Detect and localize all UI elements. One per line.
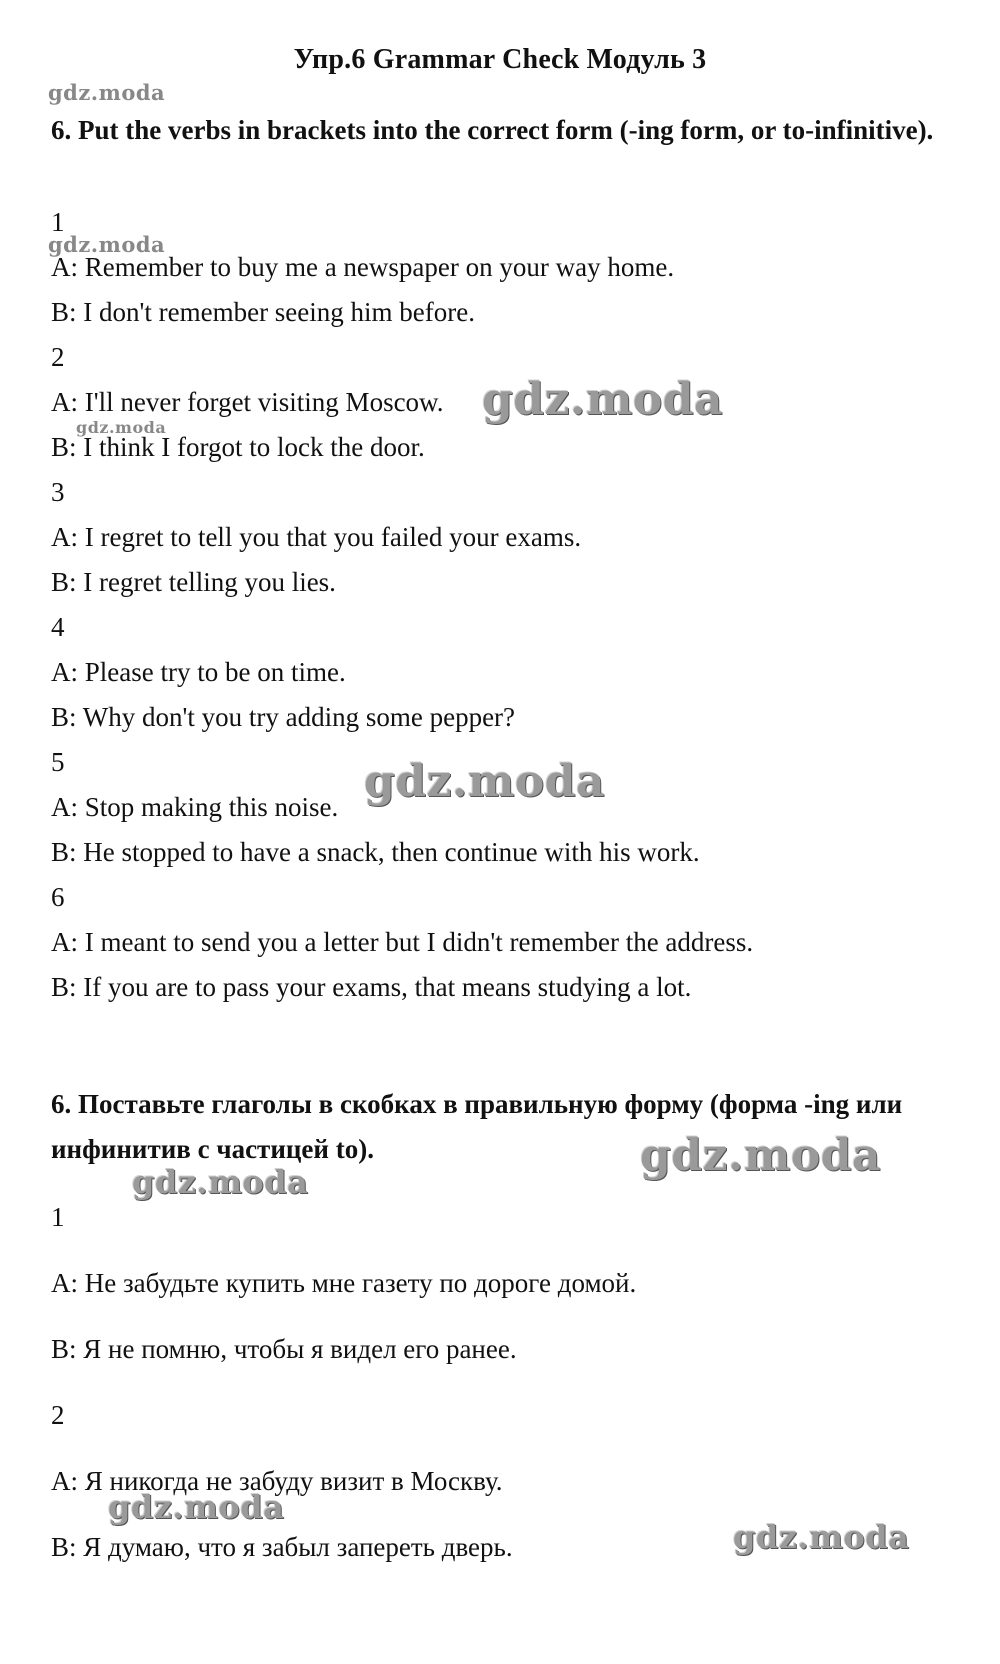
- item-number: 1: [51, 1202, 65, 1232]
- answer-line-a: A: Remember to buy me a newspaper on your way home.: [51, 252, 675, 282]
- watermark: gdz.moda: [482, 374, 724, 425]
- answer-line-a: A: Stop making this noise.: [51, 792, 339, 822]
- item-number: 1: [51, 207, 65, 237]
- answer-line-a: A: Please try to be on time.: [51, 657, 346, 687]
- answer-line-b: B: He stopped to have a snack, then continue with his work.: [51, 837, 700, 867]
- item-number: 2: [51, 342, 65, 372]
- item-number: 3: [51, 477, 65, 507]
- answer-line-b: B: Why don't you try adding some pepper?: [51, 702, 516, 732]
- watermark: gdz.moda: [48, 232, 166, 257]
- watermark: gdz.moda: [364, 756, 606, 807]
- answer-line-b: B: I don't remember seeing him before.: [51, 297, 475, 327]
- watermark: gdz.moda: [108, 1488, 285, 1526]
- watermark: gdz.moda: [76, 418, 167, 437]
- page-title: Упр.6 Grammar Check Модуль 3: [293, 44, 707, 75]
- watermark: gdz.moda: [48, 80, 166, 105]
- item-number: 5: [51, 747, 65, 777]
- answer-line-a: A: I'll never forget visiting Moscow.: [51, 387, 444, 417]
- answer-line-b: B: I think I forgot to lock the door.: [51, 432, 425, 462]
- item-number: 2: [51, 1400, 65, 1430]
- answer-line-a: A: Не забудьте купить мне газету по дороге домой.: [51, 1268, 637, 1298]
- answer-line-b: B: I regret telling you lies.: [51, 567, 336, 597]
- answer-line-a: A: Я никогда не забуду визит в Москву.: [51, 1466, 503, 1496]
- task-heading-en: 6. Put the verbs in brackets into the correct form (-ing form, or to-infinitive).: [51, 115, 934, 145]
- watermark: gdz.moda: [132, 1163, 309, 1201]
- answer-line-a: A: I meant to send you a letter but I didn't remember the address.: [51, 927, 754, 957]
- answer-line-b: B: Я не помню, чтобы я видел его ранее.: [51, 1334, 517, 1364]
- item-number: 6: [51, 882, 65, 912]
- watermark: gdz.moda: [640, 1130, 882, 1181]
- answer-line-a: A: I regret to tell you that you failed your exams.: [51, 522, 582, 552]
- answer-line-b: B: Я думаю, что я забыл запереть дверь.: [51, 1532, 513, 1562]
- item-number: 4: [51, 612, 65, 642]
- task-heading-ru: 6. Поставьте глаголы в скобках в правильную форму (форма -ing или инфинитив с частицей to).: [51, 1089, 903, 1164]
- answer-line-b: B: If you are to pass your exams, that means studying a lot.: [51, 972, 692, 1002]
- watermark: gdz.moda: [733, 1518, 910, 1556]
